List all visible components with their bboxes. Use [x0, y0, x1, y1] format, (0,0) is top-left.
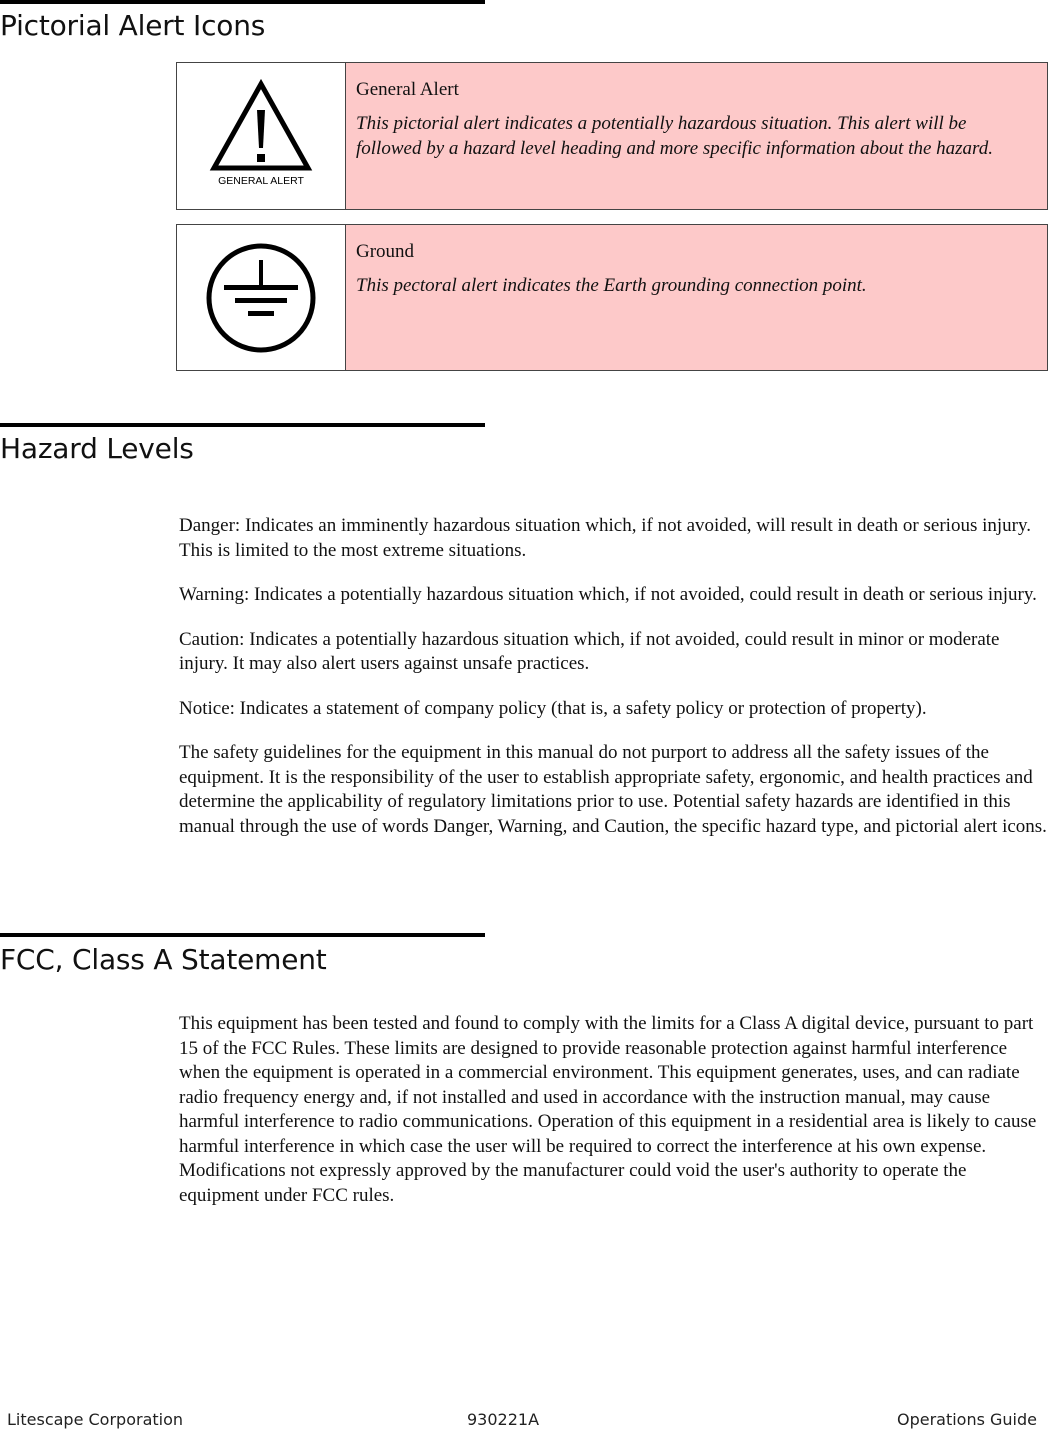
- section-title-pictorial: Pictorial Alert Icons: [0, 9, 266, 42]
- footer-doc-title: Operations Guide: [896, 1410, 1037, 1429]
- alert-general: [176, 62, 1048, 210]
- page-footer: [0, 1410, 1050, 1432]
- alert-heading: General Alert: [356, 79, 459, 100]
- hazard-body: [179, 514, 1050, 859]
- alert-ground: [176, 224, 1048, 371]
- hazard-danger-paragraph: Danger: Indicates an imminently hazardous situation which, if not avoided, will result in death or serious injury. This is limited to the most extreme situations.: [179, 515, 1031, 561]
- alert-icon-cell: [177, 225, 346, 370]
- ground-symbol-icon: [203, 240, 319, 356]
- icon-caption: GENERAL ALERT: [218, 175, 304, 187]
- hazard-notice-paragraph: Notice: Indicates a statement of company policy (that is, a safety policy or protection of property).: [179, 697, 927, 719]
- hazard-guidelines-paragraph: The safety guidelines for the equipment in this manual do not purport to address all the safety issues of the equipment. It is the responsibility of the user to establish appropriate safety, ergonomic, and health practices and determine the applicability of regulatory limitations prior to use. Potential safety hazards are identified in this manual through the use of words Danger, Warning, and Caution, the specific hazard type, and pictorial alert icons.: [179, 742, 1047, 837]
- footer-company: Litescape Corporation: [7, 1410, 184, 1429]
- alert-description: This pectoral alert indicates the Earth grounding connection point.: [356, 275, 867, 296]
- section-rule-hazard: [0, 423, 485, 427]
- alert-text-cell: [346, 63, 1047, 209]
- section-title-hazard: Hazard Levels: [0, 432, 194, 465]
- fcc-body: [179, 1012, 1050, 1228]
- alert-text-cell: [346, 225, 1047, 370]
- alert-description: This pictorial alert indicates a potentially hazardous situation. This alert will be followed by a hazard level heading and more specific information about the hazard.: [356, 113, 993, 159]
- section-title-fcc: FCC, Class A Statement: [0, 943, 327, 976]
- hazard-warning-paragraph: Warning: Indicates a potentially hazardous situation which, if not avoided, could result in death or serious injury.: [179, 584, 1037, 605]
- general-alert-triangle-icon: [206, 76, 316, 196]
- alert-icon-cell: [177, 63, 346, 209]
- alert-heading: Ground: [356, 241, 415, 262]
- hazard-caution-paragraph: Caution: Indicates a potentially hazardous situation which, if not avoided, could result in minor or moderate injury. It may also alert users against unsafe practices.: [179, 628, 1000, 674]
- section-rule-fcc: [0, 933, 485, 937]
- footer-doc-number: 930221A: [467, 1410, 540, 1429]
- section-rule-pictorial: [0, 0, 485, 4]
- fcc-paragraph: This equipment has been tested and found to comply with the limits for a Class A digital device, pursuant to part 15 of the FCC Rules. These limits are designed to provide reasonable protection against harmful interference when the equipment is operated in a commercial environment. This equipment generates, uses, and can radiate radio frequency energy and, if not installed and used in accordance with the instruction manual, may cause harmful interference to radio communications. Operation of this equipment in a residential area is likely to cause harmful interference in which case the user will be required to correct the interference at his own expense. Modifications not expressly approved by the manufacturer could void the user's authority to operate the equipment under FCC rules.: [179, 1013, 1037, 1206]
